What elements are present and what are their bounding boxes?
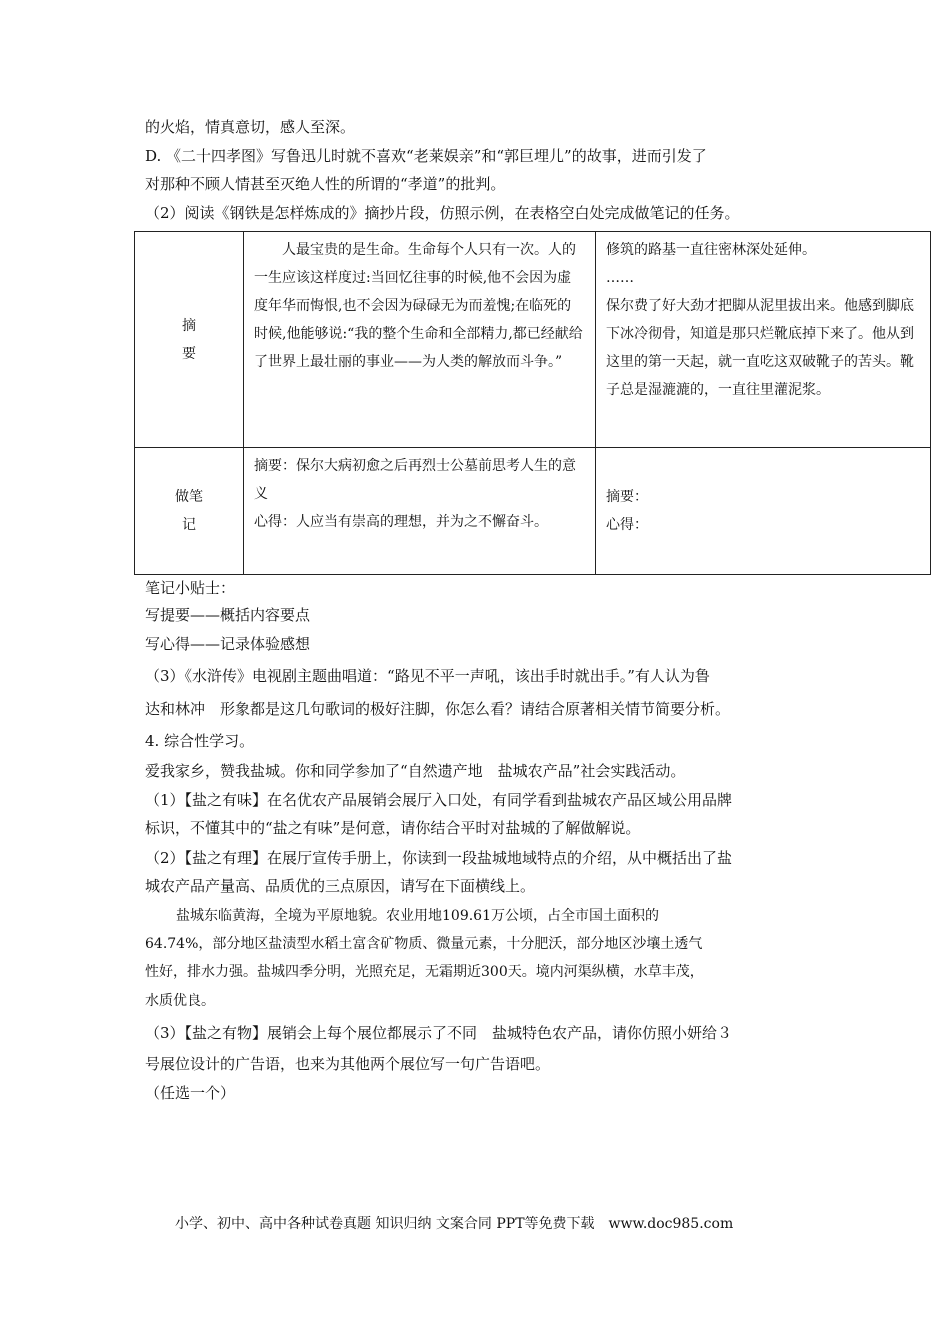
task-2-line-1: （2）【盐之有理】在展厅宣传手册上，你读到一段盐城地域特点的介绍，从中概括出了盐 — [145, 849, 733, 867]
tip-line: 写心得——记录体验感想 — [145, 635, 311, 653]
summary-example-cell: 人最宝贵的是生命。生命每个人只有一次。人的一生应该这样度过:当回忆往事的时候,他不会因为虚度年华而悔恨,也不会因为碌碌无为而羞愧;在临死的时候,他能够说:“我的整个生命和全部精力,都已经献给了世界上最壮丽的事业——为人类的解放而斗争。” — [244, 232, 596, 448]
question-2-prompt: （2）阅读《钢铁是怎样炼成的》摘抄片段，仿照示例，在表格空白处完成做笔记的任务。 — [145, 204, 740, 222]
table-row — [135, 232, 931, 448]
notes-answer-cell[interactable]: 摘要： 心得： — [596, 448, 931, 575]
passage-line: 64.74%，部分地区盐渍型水稻土富含矿物质、微量元素，十分肥沃，部分地区沙壤土透气 — [145, 936, 703, 952]
section-4-title: 4. 综合性学习。 — [145, 732, 255, 750]
passage-line: 水质优良。 — [145, 993, 215, 1009]
text-line: 的火焰，情真意切，感人至深。 — [145, 118, 356, 136]
row-header-summary: 摘 要 — [135, 232, 244, 448]
table-row — [135, 448, 931, 575]
option-d-line-2: 对那种不顾人情甚至灭绝人性的所谓的“孝道”的批判。 — [145, 175, 506, 193]
task-1-line-2: 标识，不懂其中的“盐之有味”是何意，请你结合平时对盐城的了解做解说。 — [145, 819, 641, 837]
passage-line: 性好，排水力强。盐城四季分明，光照充足，无霜期近300天。境内河渠纵横，水草丰茂， — [145, 964, 704, 980]
task-3-line-1: （3）【盐之有物】展销会上每个展位都展示了不同 盐城特色农产品，请你仿照小妍给３ — [145, 1024, 733, 1042]
summary-task-cell: 修筑的路基一直往密林深处延伸。 …… 保尔费了好大劲才把脚从泥里拔出来。他感到脚底下冰冷彻骨，知道是那只烂靴底掉下来了。他从到这里的第一天起，就一直吃这双破靴子的苦头。靴子总是湿漉漉的，一直往里灌泥浆。 — [596, 232, 931, 448]
task-3-line-2: 号展位设计的广告语，也来为其他两个展位写一句广告语吧。 — [145, 1055, 551, 1073]
passage-line: 盐城东临黄海，全境为平原地貌。农业用地109.61万公顷，占全市国土面积的 — [176, 908, 659, 924]
tip-line: 写提要——概括内容要点 — [145, 606, 311, 624]
row-header-notes: 做笔 记 — [135, 448, 244, 575]
page-footer: 小学、初中、高中各种试卷真题 知识归纳 文案合同 PPT等免费下载 www.doc985.com — [175, 1216, 734, 1232]
task-1-line-1: （1）【盐之有味】在名优农产品展销会展厅入口处，有同学看到盐城农产品区域公用品牌 — [145, 791, 733, 809]
task-2-line-2: 城农产品产量高、品质优的三点原因，请写在下面横线上。 — [145, 877, 536, 895]
notes-example-cell: 摘要：保尔大病初愈之后再烈士公墓前思考人生的意义 心得：人应当有崇高的理想，并为之不懈奋斗。 — [244, 448, 596, 575]
question-3-line-2: 达和林冲 形象都是这几句歌词的极好注脚，你怎么看？请结合原著相关情节简要分析。 — [145, 700, 731, 718]
notes-table — [134, 231, 931, 575]
option-d-line-1: D. 《二十四孝图》写鲁迅儿时就不喜欢“老莱娱亲”和“郭巨埋儿”的故事，进而引发了 — [145, 147, 707, 165]
question-3-line-1: （3）《水浒传》电视剧主题曲唱道：“路见不平一声吼，该出手时就出手。”有人认为鲁 — [145, 667, 710, 685]
tips-title: 笔记小贴士： — [145, 579, 236, 597]
task-3-note: （任选一个） — [145, 1084, 236, 1102]
section-4-intro: 爱我家乡，赞我盐城。你和同学参加了“自然遗产地 盐城农产品”社会实践活动。 — [145, 762, 686, 780]
